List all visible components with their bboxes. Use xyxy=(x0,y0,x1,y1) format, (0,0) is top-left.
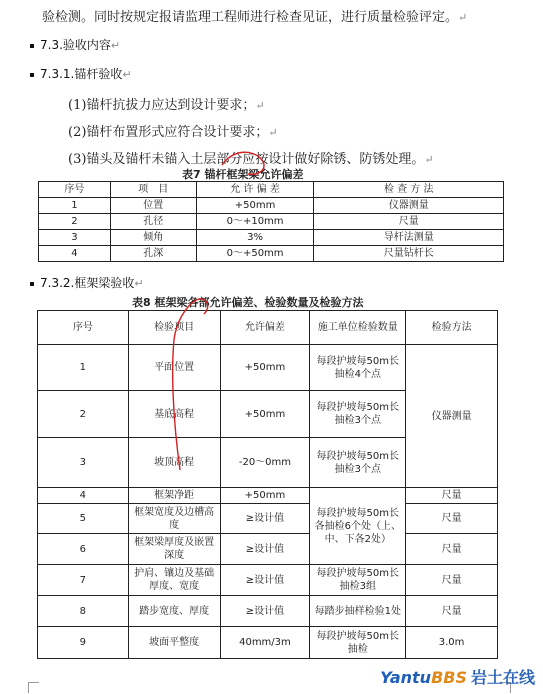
table-cell: 尺量 xyxy=(406,596,498,627)
table-cell: 2 xyxy=(38,391,129,438)
table7 xyxy=(38,181,504,262)
intro-paragraph-tail: 验检测。同时按规定报请监理工程师进行检查见证，进行质量检验评定。↵ xyxy=(42,10,468,25)
table-cell: 坡顶高程 xyxy=(128,438,220,488)
table-cell: 坡面平整度 xyxy=(128,627,220,659)
table-cell: 尺量 xyxy=(406,488,498,504)
list-item-2: (2)锚杆布置形式应符合设计要求；↵ xyxy=(68,125,278,140)
table-cell: 0～+50mm xyxy=(196,246,314,262)
table-cell: ≥设计值 xyxy=(220,504,310,534)
table-cell: 每段护坡每50m长抽检 xyxy=(310,627,406,659)
table-header-cell: 施工单位检验数量 xyxy=(310,311,406,345)
table-cell: -20～0mm xyxy=(220,438,310,488)
table-cell: 尺量 xyxy=(314,214,504,230)
table-cell: +50mm xyxy=(220,391,310,438)
bullet-icon xyxy=(30,282,34,286)
table-cell: 孔径 xyxy=(110,214,196,230)
table-row xyxy=(39,198,504,214)
table-cell: 3.0m xyxy=(406,627,498,659)
list-item-3: (3)锚头及锚杆未锚入土层部分应按设计做好除锈、防锈处理。↵ xyxy=(68,152,434,167)
bullet-icon xyxy=(30,44,34,48)
table8 xyxy=(37,310,498,659)
table-cell: 5 xyxy=(38,504,129,534)
table-cell: ≥设计值 xyxy=(220,565,310,596)
table-cell: ≥设计值 xyxy=(220,534,310,565)
table-cell: 7 xyxy=(38,565,129,596)
table-cell: 框架梁厚度及嵌置深度 xyxy=(128,534,220,565)
table-cell: 4 xyxy=(39,246,111,262)
table-cell: 6 xyxy=(38,534,129,565)
table-cell: 3 xyxy=(38,438,129,488)
table-cell: 框架宽度及边槽高度 xyxy=(128,504,220,534)
table-cell: 9 xyxy=(38,627,129,659)
table-cell: 每踏步抽样检验1处 xyxy=(310,596,406,627)
table-row xyxy=(38,534,498,565)
table-row xyxy=(38,565,498,596)
table-cell: 4 xyxy=(38,488,129,504)
table-header-cell: 允许偏差 xyxy=(220,311,310,345)
table-cell: 3% xyxy=(196,230,314,246)
table-row xyxy=(39,230,504,246)
table-header-cell: 允 许 偏 差 xyxy=(196,182,314,198)
table-cell: 位置 xyxy=(110,198,196,214)
table-cell: +50mm xyxy=(220,345,310,391)
table-row xyxy=(39,214,504,230)
table-row xyxy=(38,345,498,391)
table-cell: 40mm/3m xyxy=(220,627,310,659)
section-heading-7-3: 7.3.验收内容↵ xyxy=(30,36,120,53)
page-corner-mark xyxy=(28,682,39,693)
table-header-row xyxy=(38,311,498,345)
table7-caption: 表7 锚杆框架梁允许偏差 xyxy=(182,168,304,181)
table-header-cell: 检 查 方 法 xyxy=(314,182,504,198)
table-row xyxy=(39,246,504,262)
table-cell: +50mm xyxy=(220,488,310,504)
table-cell: 护肩、镶边及基础厚度、宽度 xyxy=(128,565,220,596)
table-cell: 仪器测量 xyxy=(314,198,504,214)
table-row xyxy=(38,488,498,504)
table-cell: ≥设计值 xyxy=(220,596,310,627)
table-header-row xyxy=(39,182,504,198)
table-cell: 3 xyxy=(39,230,111,246)
table-header-cell: 检验方法 xyxy=(406,311,498,345)
table-cell: 平面位置 xyxy=(128,345,220,391)
table-cell: 尺量钻杆长 xyxy=(314,246,504,262)
table-cell: 尺量 xyxy=(406,504,498,534)
table-header-cell: 项 目 xyxy=(110,182,196,198)
table-row xyxy=(38,596,498,627)
watermark-logo: YantuBBS 岩土在线 xyxy=(380,668,535,687)
table8-caption: 表8 框架梁各部允许偏差、检验数量及检验方法 xyxy=(132,296,364,309)
table-cell: 每段护坡每50m长抽检4个点 xyxy=(310,345,406,391)
table-header-cell: 检验项目 xyxy=(128,311,220,345)
table-cell: 尺量 xyxy=(406,565,498,596)
table-cell: 踏步宽度、厚度 xyxy=(128,596,220,627)
table-cell: 仪器测量 xyxy=(406,345,498,488)
table-header-cell: 序号 xyxy=(39,182,111,198)
section-heading-7-3-2: 7.3.2.框架梁验收↵ xyxy=(30,274,144,291)
table-cell: 尺量 xyxy=(406,534,498,565)
table-cell: 1 xyxy=(39,198,111,214)
table-cell: 2 xyxy=(39,214,111,230)
table-cell: 倾角 xyxy=(110,230,196,246)
table-cell: 1 xyxy=(38,345,129,391)
table-cell: 每段护坡每50m长抽检3个点 xyxy=(310,438,406,488)
section-heading-7-3-1: 7.3.1.锚杆验收↵ xyxy=(30,65,132,82)
table-cell: 孔深 xyxy=(110,246,196,262)
table-row xyxy=(38,504,498,534)
table-cell: 基底高程 xyxy=(128,391,220,438)
table-cell: 每段护坡每50m长抽检3个点 xyxy=(310,391,406,438)
table-cell: 0～+10mm xyxy=(196,214,314,230)
table-header-cell: 序号 xyxy=(38,311,129,345)
table-cell: 每段护坡每50m长抽检3组 xyxy=(310,565,406,596)
table-cell: +50mm xyxy=(196,198,314,214)
list-item-1: (1)锚杆抗拔力应达到设计要求；↵ xyxy=(68,98,265,113)
table-cell: 每段护坡每50m长各抽检6个处（上、中、下各2处） xyxy=(310,488,406,565)
table-row xyxy=(38,627,498,659)
bullet-icon xyxy=(30,73,34,77)
table-cell: 导杆法测量 xyxy=(314,230,504,246)
table-cell: 8 xyxy=(38,596,129,627)
table-cell: 框架净距 xyxy=(128,488,220,504)
